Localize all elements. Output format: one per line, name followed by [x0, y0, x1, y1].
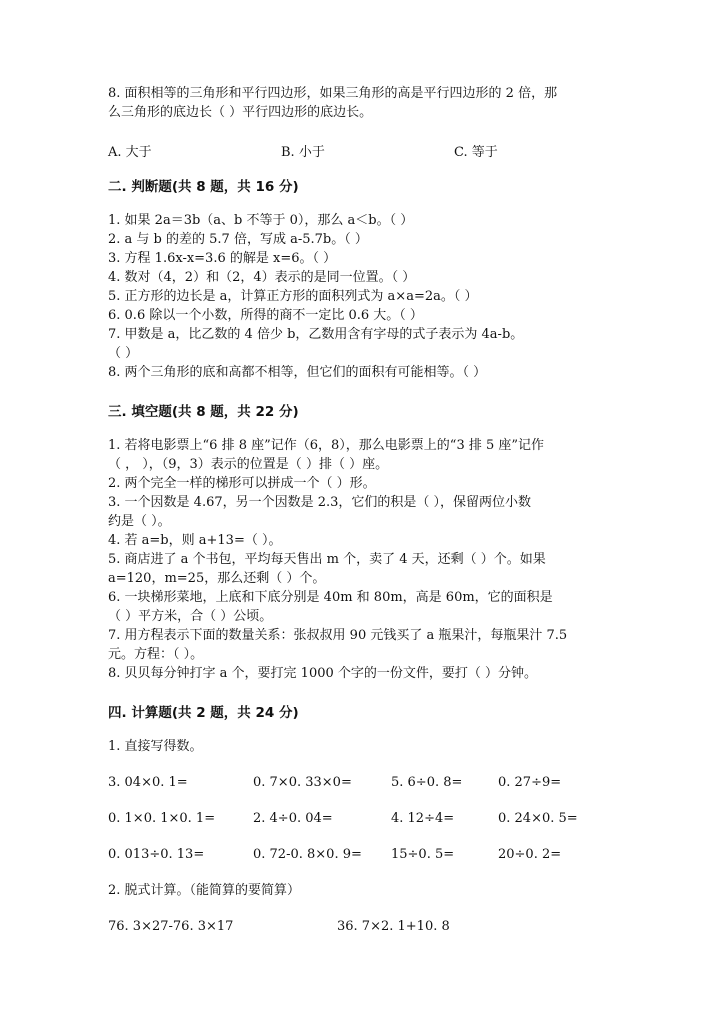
- calc-cell: 0. 7×0. 33×0=: [253, 775, 352, 790]
- list-item: 元。方程：（ ）。: [108, 647, 204, 662]
- list-item: 1. 如果 2a＝3b（a、b 不等于 0），那么 a＜b。（ ）: [108, 213, 414, 228]
- expression: 36. 7×2. 1+10. 8: [337, 919, 450, 934]
- subquestion-step-calculation: 2. 脱式计算。（能简算的要简算）: [108, 883, 301, 898]
- list-item: 6. 一块梯形菜地，上底和下底分别是 40m 和 80m，高是 60m，它的面积是: [108, 590, 553, 605]
- section-true-false: [108, 177, 618, 382]
- calc-cell: 3. 04×0. 1=: [108, 775, 188, 790]
- list-item: （ ）平方米，合（ ）公顷。: [108, 609, 273, 624]
- list-item: （ ， ），（9，3）表示的位置是（ ）排（ ）座。: [108, 457, 389, 472]
- expression-row: [108, 917, 618, 936]
- calc-cell: 2. 4÷0. 04=: [253, 811, 333, 826]
- list-item: 5. 商店进了 a 个书包，平均每天售出 m 个，卖了 4 天，还剩（ ）个。如果: [108, 552, 546, 567]
- calc-cell: 4. 12÷4=: [391, 811, 455, 826]
- list-item: 8. 两个三角形的底和高都不相等，但它们的面积有可能相等。（ ）: [108, 365, 487, 380]
- list-item: 4. 数对（4，2）和（2，4）表示的是同一位置。（ ）: [108, 270, 416, 285]
- calc-cell: 0. 24×0. 5=: [498, 811, 578, 826]
- list-item: 7. 甲数是 a，比乙数的 4 倍少 b，乙数用含有字母的式子表示为 4a-b。: [108, 327, 524, 342]
- worksheet-page: [108, 84, 618, 936]
- list-item: 7. 用方程表示下面的数量关系：张叔叔用 90 元钱买了 a 瓶果汁，每瓶果汁 7.5: [108, 628, 568, 643]
- option-b[interactable]: B. 小于: [281, 145, 325, 160]
- list-item: 3. 方程 1.6x-x=3.6 的解是 x=6。（ ）: [108, 251, 337, 266]
- calc-cell: 5. 6÷0. 8=: [391, 775, 463, 790]
- section-title: 二. 判断题(共 8 题，共 16 分): [108, 179, 299, 195]
- question-8-multiple-choice: [108, 84, 618, 122]
- option-a[interactable]: A. 大于: [108, 145, 152, 160]
- option-c[interactable]: C. 等于: [454, 145, 498, 160]
- subquestion-direct-answer: 1. 直接写得数。: [108, 739, 203, 754]
- calc-cell: 0. 72-0. 8×0. 9=: [253, 847, 362, 862]
- list-item: 5. 正方形的边长是 a，计算正方形的面积列式为 a×a=2a。（ ）: [108, 289, 478, 304]
- expression: 76. 3×27-76. 3×17: [108, 919, 234, 934]
- calc-row: [108, 773, 618, 792]
- list-item: 2. a 与 b 的差的 5.7 倍，写成 a-5.7b。（ ）: [108, 232, 368, 247]
- section-fill-in: [108, 402, 618, 683]
- calc-cell: 0. 1×0. 1×0. 1=: [108, 811, 216, 826]
- list-item: 2. 两个完全一样的梯形可以拼成一个（ ）形。: [108, 476, 376, 491]
- calc-row: [108, 809, 618, 828]
- list-item: 1. 若将电影票上“6 排 8 座”记作（6，8），那么电影票上的“3 排 5 座”记作: [108, 438, 545, 453]
- calc-cell: 0. 27÷9=: [498, 775, 562, 790]
- section-title: 三. 填空题(共 8 题，共 22 分): [108, 404, 299, 420]
- section-calculation: [108, 703, 618, 936]
- section-title: 四. 计算题(共 2 题，共 24 分): [108, 705, 299, 721]
- list-item: （ ）: [108, 346, 139, 361]
- calc-cell: 0. 013÷0. 13=: [108, 847, 205, 862]
- list-item: 约是（ ）。: [108, 514, 171, 529]
- list-item: a=120，m=25，那么还剩（ ）个。: [108, 571, 326, 586]
- question-text-line-2: 么三角形的底边长（ ）平行四边形的底边长。: [108, 105, 373, 120]
- question-text-line-1: 8. 面积相等的三角形和平行四边形，如果三角形的高是平行四边形的 2 倍，那: [108, 86, 558, 101]
- calc-row: [108, 845, 618, 864]
- calc-cell: 15÷0. 5=: [391, 847, 455, 862]
- answer-options: [108, 141, 618, 160]
- list-item: 4. 若 a=b，则 a+13=（ ）。: [108, 533, 282, 548]
- list-item: 6. 0.6 除以一个小数，所得的商不一定比 0.6 大。（ ）: [108, 308, 423, 323]
- list-item: 3. 一个因数是 4.67，另一个因数是 2.3，它们的积是（ ），保留两位小数: [108, 495, 532, 510]
- calc-cell: 20÷0. 2=: [498, 847, 562, 862]
- list-item: 8. 贝贝每分钟打字 a 个，要打完 1000 个字的一份文件，要打（ ）分钟。: [108, 666, 538, 681]
